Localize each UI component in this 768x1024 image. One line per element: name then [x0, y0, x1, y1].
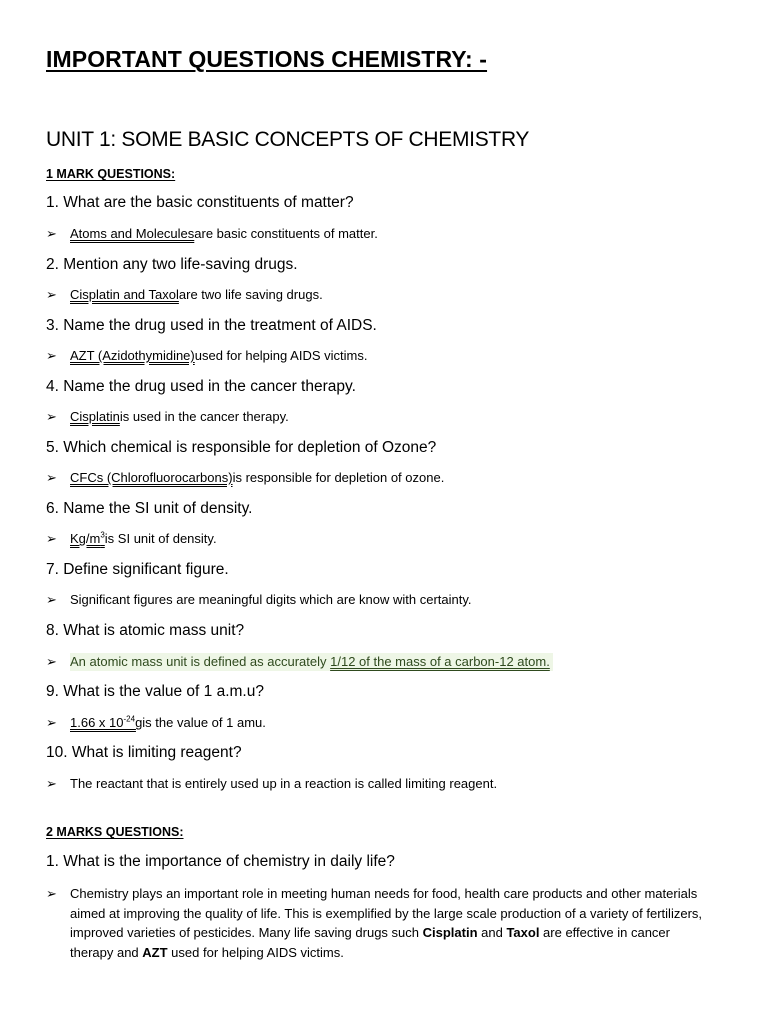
answer-5: ➢ CFCs (Chlorofluorocarbons) is responsible for depletion of ozone. [46, 470, 445, 485]
arrow-bullet-icon: ➢ [46, 776, 57, 791]
question-1: 1. What are the basic constituents of matter? [46, 194, 354, 211]
answer-6: ➢ $Kg/m^3$ is SI unit of density. [46, 530, 217, 546]
answer-7: ➢ Significant figures are meaningful digits which are know with certainty. [46, 592, 472, 607]
question-8: 8. What is atomic mass unit? [46, 622, 245, 639]
arrow-bullet-icon: ➢ [46, 715, 57, 730]
highlighted-answer: An atomic mass unit is defined as accurately 1/12 of the mass of a carbon-12 atom. [70, 653, 553, 671]
answer-2m-1 [46, 884, 716, 962]
arrow-bullet-icon: ➢ [46, 409, 57, 424]
arrow-bullet-icon: ➢ [46, 531, 57, 546]
arrow-bullet-icon: ➢ [46, 654, 57, 669]
question-10: 10. What is limiting reagent? [46, 744, 242, 761]
section-heading-2-marks: 2 MARKS QUESTIONS: [46, 825, 184, 839]
answer-3: ➢ AZT (Azidothymidine) used for helping AIDS victims. [46, 348, 368, 363]
arrow-bullet-icon: ➢ [46, 287, 57, 302]
arrow-bullet-icon: ➢ [46, 886, 57, 901]
answer-10: ➢ The reactant that is entirely used up in a reaction is called limiting reagent. [46, 776, 498, 791]
answer-8 [46, 653, 553, 671]
question-2m-1: 1. What is the importance of chemistry in daily life? [46, 853, 395, 870]
arrow-bullet-icon: ➢ [46, 592, 57, 607]
answer-1: ➢ Atoms and Molecules are basic constituents of matter. [46, 226, 378, 241]
page-title: IMPORTANT QUESTIONS CHEMISTRY: - [46, 46, 488, 72]
question-6: 6. Name the SI unit of density. [46, 500, 253, 517]
answer-2: ➢ Cisplatin and Taxol are two life saving drugs. [46, 287, 323, 302]
answer-paragraph: Chemistry plays an important role in meeting human needs for food, health care products and other materials aimed at improving the quality of life. This is exemplified by the large scale production of a variety of fertilizers, improved varieties of pesticides. Many life saving drugs such Cisplatin and Taxol are effective in cancer therapy and AZT used for helping AIDS victims. [70, 886, 703, 960]
question-5: 5. Which chemical is responsible for depletion of Ozone? [46, 439, 437, 456]
question-4: 4. Name the drug used in the cancer therapy. [46, 378, 356, 395]
question-3: 3. Name the drug used in the treatment of AIDS. [46, 317, 377, 334]
section-heading-1-mark: 1 MARK QUESTIONS: [46, 167, 176, 181]
arrow-bullet-icon: ➢ [46, 348, 57, 363]
question-9: 9. What is the value of 1 a.m.u? [46, 683, 264, 700]
question-7: 7. Define significant figure. [46, 561, 229, 578]
unit-heading: UNIT 1: SOME BASIC CONCEPTS OF CHEMISTRY [46, 128, 530, 151]
arrow-bullet-icon: ➢ [46, 470, 57, 485]
answer-9: ➢ 1.66 x $10^{-24}g$ is the value of 1 amu. [46, 714, 266, 730]
question-2: 2. Mention any two life-saving drugs. [46, 256, 298, 273]
arrow-bullet-icon: ➢ [46, 226, 57, 241]
answer-4: ➢ Cisplatin is used in the cancer therapy. [46, 409, 289, 424]
